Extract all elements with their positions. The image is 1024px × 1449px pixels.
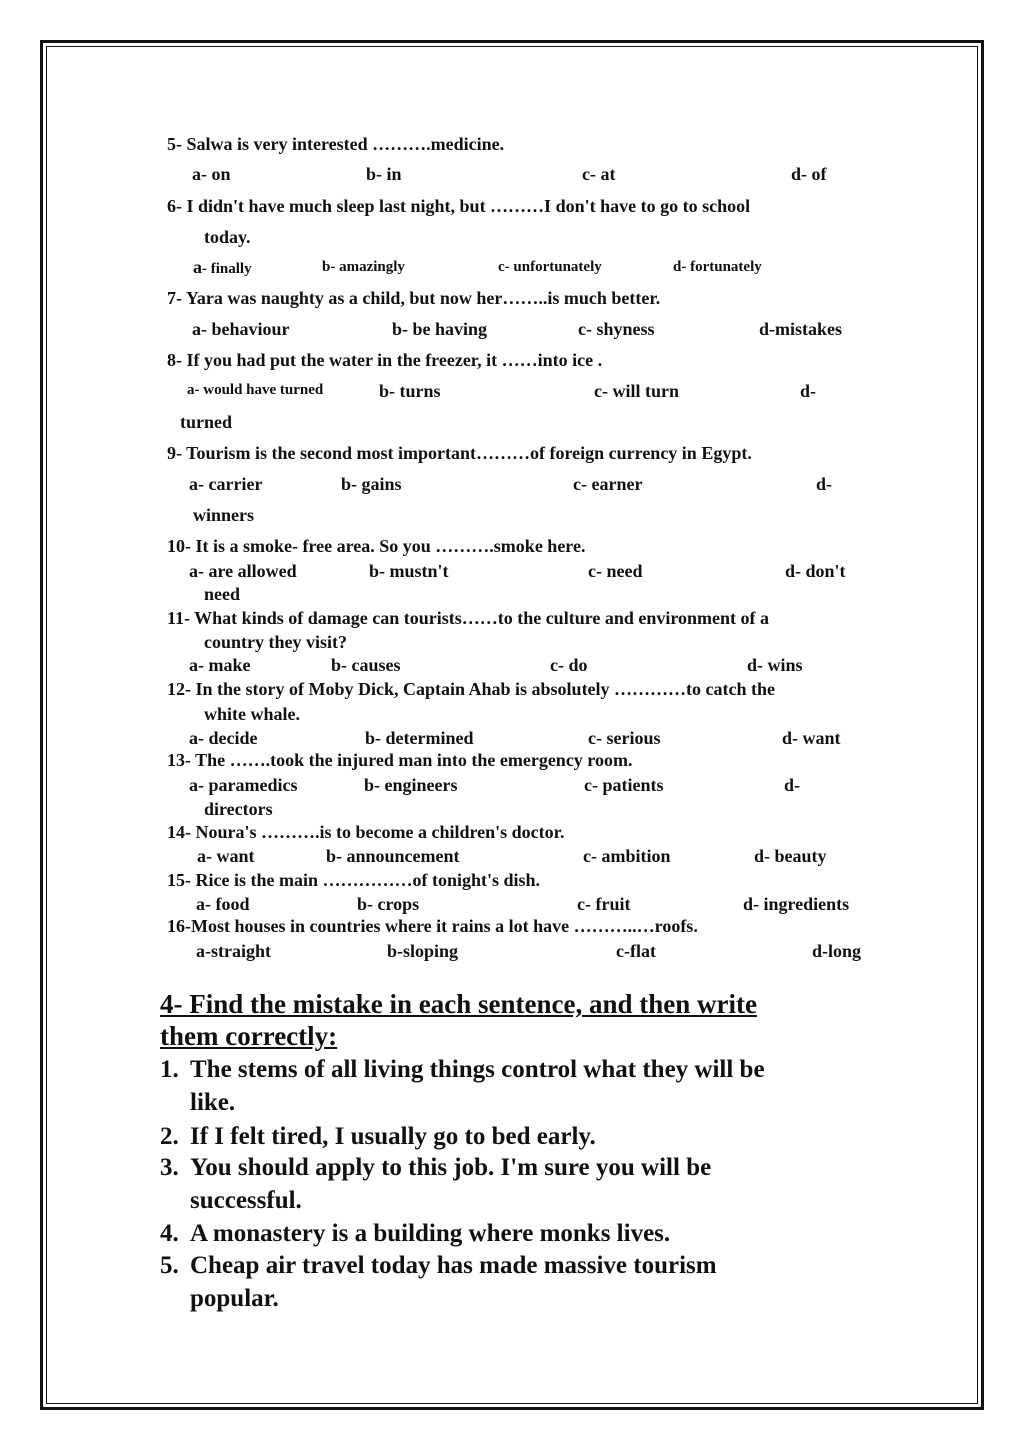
q13-option-c: c- patients xyxy=(584,775,664,795)
q16-option-b: b-sloping xyxy=(387,941,459,961)
q8-option-d-cont: turned xyxy=(180,412,233,432)
q8-option-d: d- xyxy=(800,381,817,401)
q15-option-c: c- fruit xyxy=(577,894,631,914)
sentence-1-cont: like. xyxy=(190,1089,236,1116)
q11-option-b: b- causes xyxy=(331,655,401,675)
question-7: 7- Yara was naughty as a child, but now her……..is much better. xyxy=(167,288,661,308)
q15-option-a: a- food xyxy=(196,894,250,914)
page-border-inner xyxy=(46,46,978,1404)
q11-option-d: d- wins xyxy=(747,655,803,675)
q16-option-c: c-flat xyxy=(616,941,656,961)
question-14: 14- Noura's ……….is to become a children's doctor. xyxy=(167,822,565,842)
sentence-4-number: 4. xyxy=(160,1220,179,1247)
question-10: 10- It is a smoke- free area. So you ……….smoke here. xyxy=(167,536,586,556)
q9-option-b: b- gains xyxy=(341,474,402,494)
question-15: 15- Rice is the main ……………of tonight's dish. xyxy=(167,870,541,890)
sentence-3: You should apply to this job. I'm sure you will be xyxy=(190,1154,712,1181)
q12-option-b: b- determined xyxy=(365,728,474,748)
q9-option-d-cont: winners xyxy=(193,505,255,525)
q12-option-a: a- decide xyxy=(189,728,258,748)
q10-option-c: c- need xyxy=(588,561,643,581)
q13-option-b: b- engineers xyxy=(364,775,458,795)
question-6: 6- I didn't have much sleep last night, but ………I don't have to go to school xyxy=(167,196,751,216)
q6-option-d: d- fortunately xyxy=(673,259,762,275)
q8-option-c: c- will turn xyxy=(594,381,679,401)
q10-option-b: b- mustn't xyxy=(369,561,449,581)
q14-option-b: b- announcement xyxy=(326,846,460,866)
q6-option-a: a- finally xyxy=(193,257,252,277)
sentence-5-cont: popular. xyxy=(190,1285,279,1312)
q6-option-b: b- amazingly xyxy=(322,259,405,275)
sentence-1-number: 1. xyxy=(160,1056,179,1083)
section-4-title: 4- Find the mistake in each sentence, and then write xyxy=(160,989,757,1019)
question-11-cont: country they visit? xyxy=(204,632,347,652)
q13-option-d-cont: directors xyxy=(204,799,273,819)
q8-option-b: b- turns xyxy=(379,381,441,401)
q13-option-d: d- xyxy=(784,775,801,795)
question-13: 13- The …….took the injured man into the emergency room. xyxy=(167,750,633,770)
question-9: 9- Tourism is the second most important………of foreign currency in Egypt. xyxy=(167,443,752,463)
sentence-4: A monastery is a building where monks lives. xyxy=(190,1220,671,1247)
sentence-3-cont: successful. xyxy=(190,1187,302,1214)
q10-option-d-cont: need xyxy=(204,584,240,604)
q6-option-c: c- unfortunately xyxy=(498,259,602,275)
question-16: 16-Most houses in countries where it rains a lot have ………..…roofs. xyxy=(167,916,698,936)
q14-option-a: a- want xyxy=(197,846,255,866)
q5-option-b: b- in xyxy=(366,164,402,184)
question-8: 8- If you had put the water in the freezer, it ……into ice . xyxy=(167,350,603,370)
sentence-5: Cheap air travel today has made massive tourism xyxy=(190,1252,717,1279)
section-4-title-cont: them correctly: xyxy=(160,1021,338,1051)
q11-option-c: c- do xyxy=(550,655,588,675)
q9-option-d: d- xyxy=(816,474,833,494)
sentence-1: The stems of all living things control what they will be xyxy=(190,1056,765,1083)
q5-option-d: d- of xyxy=(791,164,827,184)
q16-option-d: d-long xyxy=(812,941,862,961)
q7-option-d: d-mistakes xyxy=(759,319,843,339)
q12-option-c: c- serious xyxy=(588,728,661,748)
q11-option-a: a- make xyxy=(189,655,251,675)
q5-option-a: a- on xyxy=(192,164,231,184)
sentence-2-number: 2. xyxy=(160,1123,179,1150)
q8-option-a: a- would have turned xyxy=(187,382,324,398)
question-12: 12- In the story of Moby Dick, Captain Ahab is absolutely …………to catch the xyxy=(167,679,776,699)
question-5: 5- Salwa is very interested ……….medicine. xyxy=(167,134,505,154)
q14-option-c: c- ambition xyxy=(583,846,671,866)
question-11: 11- What kinds of damage can tourists……to the culture and environment of a xyxy=(167,608,770,628)
q9-option-a: a- carrier xyxy=(189,474,263,494)
q14-option-d: d- beauty xyxy=(754,846,827,866)
q5-option-c: c- at xyxy=(582,164,616,184)
sentence-2: If I felt tired, I usually go to bed early. xyxy=(190,1123,596,1150)
question-6-cont: today. xyxy=(204,227,251,247)
q15-option-b: b- crops xyxy=(357,894,420,914)
q10-option-d: d- don't xyxy=(785,561,846,581)
q13-option-a: a- paramedics xyxy=(189,775,298,795)
q12-option-d: d- want xyxy=(782,728,841,748)
q7-option-b: b- be having xyxy=(392,319,488,339)
q7-option-c: c- shyness xyxy=(578,319,655,339)
sentence-5-number: 5. xyxy=(160,1252,179,1279)
sentence-3-number: 3. xyxy=(160,1154,179,1181)
q15-option-d: d- ingredients xyxy=(743,894,850,914)
q9-option-c: c- earner xyxy=(573,474,643,494)
q16-option-a: a-straight xyxy=(196,941,271,961)
q7-option-a: a- behaviour xyxy=(192,319,290,339)
question-12-cont: white whale. xyxy=(204,704,300,724)
q10-option-a: a- are allowed xyxy=(189,561,297,581)
